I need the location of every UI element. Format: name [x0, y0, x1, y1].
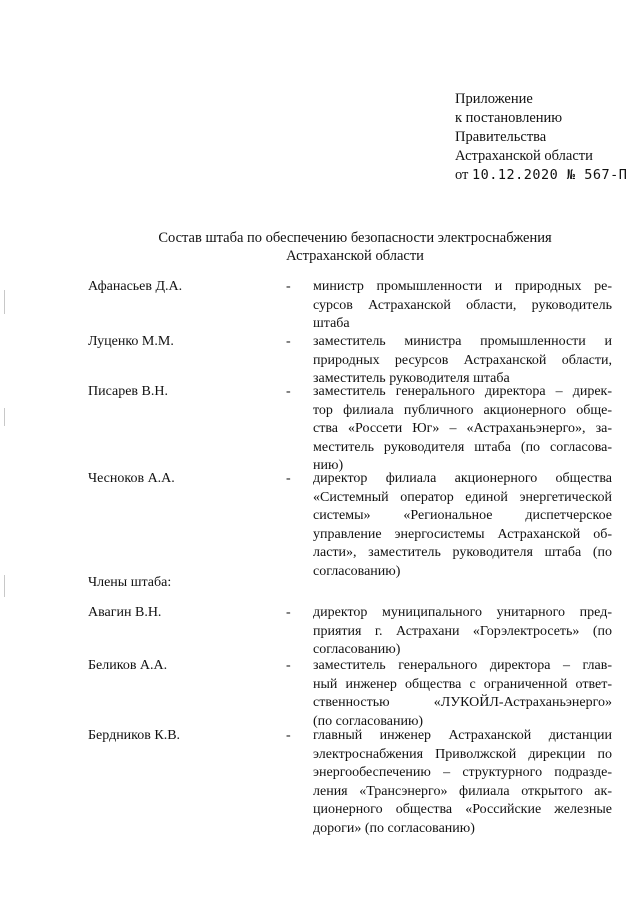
date-prefix: от [455, 167, 469, 183]
person-name: Писарев В.Н. [88, 384, 168, 399]
person-name: Авагин В.Н. [88, 605, 162, 620]
person-role: заместитель генерального директора – дирек- тор филиала публичного акционерного обще- ства «Россети Юг» – «Астраханьэнерго», за- меститель руководителя штаба (по согласова- нию) [313, 384, 612, 474]
dash: - [286, 384, 291, 399]
person-role: главный инженер Астраханской дистанции электроснабжения Приволжской дирекции по энергообеспечению – структурного подразде- ления «Трансэнерго» филиала открытого ак- ционерного общества «Российские железные дороги» (по согласованию) [313, 728, 612, 836]
title-line: Состав штаба по обеспечению безопасности электроснабжения [158, 230, 552, 246]
person-name: Беликов А.А. [88, 658, 168, 673]
dash: - [286, 728, 291, 743]
person-role: заместитель министра промышленности и природных ресурсов Астраханской области, заместитель руководителя штаба [313, 334, 612, 387]
dash: - [286, 605, 291, 620]
person-role: директор филиала акционерного общества «Системный оператор единой энергетической системы» «Региональное диспетчерское управление энергосистемы Астраханской об- ласти», заместитель руководителя штаба (по согласованию) [313, 471, 612, 579]
appendix-line: Правительства [455, 129, 547, 145]
appendix-line: Приложение [455, 91, 533, 107]
person-role: министр промышленности и природных ре- сурсов Астраханской области, руководитель штаба [313, 279, 612, 332]
appendix-line: Астраханской области [455, 148, 593, 164]
person-name: Чесноков А.А. [88, 471, 175, 486]
scan-mark [4, 575, 5, 597]
document-title [100, 229, 610, 265]
person-name: Бердников К.В. [88, 728, 181, 743]
appendix-line: к постановлению [455, 110, 563, 126]
dash: - [286, 658, 291, 673]
members-heading: Члены штаба: [88, 575, 172, 590]
appendix-block [455, 90, 628, 185]
person-name: Афанасьев Д.А. [88, 279, 183, 294]
person-role: директор муниципального унитарного пред- приятия г. Астрахани «Горэлектросеть» (по согласованию) [313, 605, 612, 658]
dash: - [286, 334, 291, 349]
scan-mark [4, 290, 5, 314]
scan-mark [4, 408, 5, 426]
appendix-date-line [455, 166, 628, 185]
resolution-date-number: 10.12.2020 № 567-П [472, 167, 628, 183]
person-name: Луценко М.М. [88, 334, 174, 349]
dash: - [286, 471, 291, 486]
dash: - [286, 279, 291, 294]
person-role: заместитель генерального директора – глав- ный инженер общества с ограниченной ответ- ственностью «ЛУКОЙЛ-Астраханьэнерго» (по согласованию) [313, 658, 612, 729]
title-line: Астраханской области [286, 248, 424, 264]
